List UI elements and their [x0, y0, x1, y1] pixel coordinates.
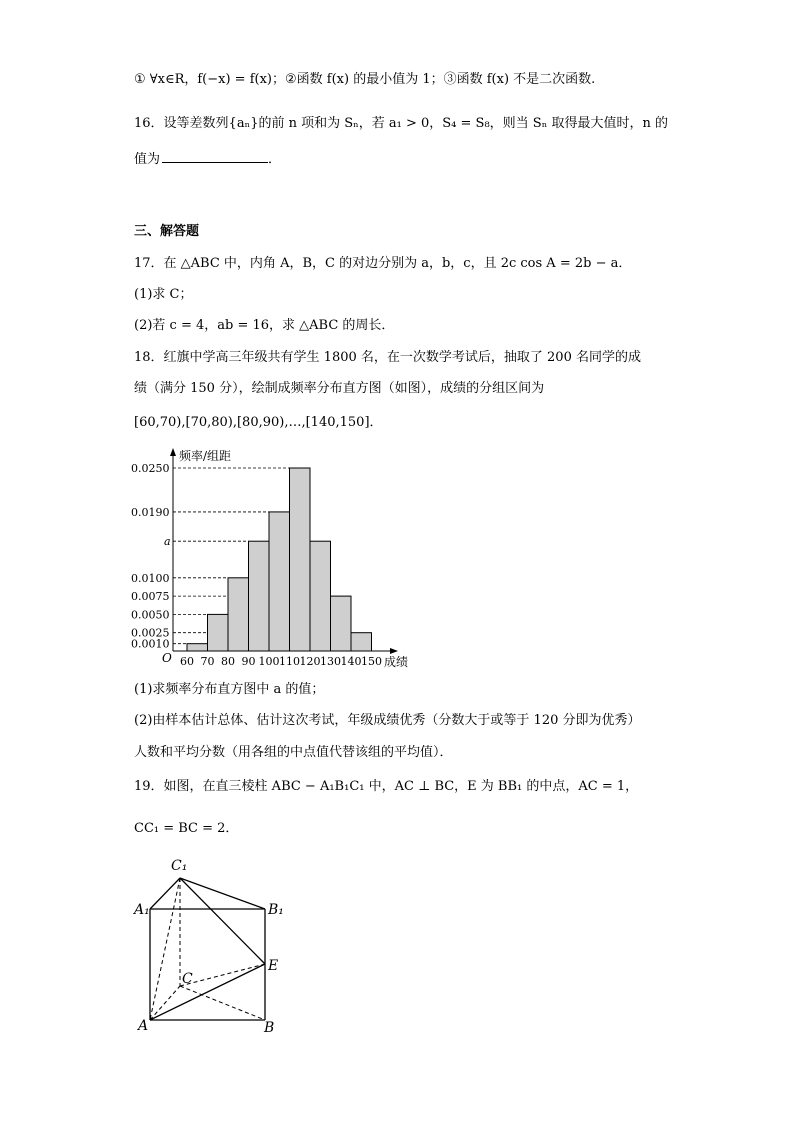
x-axis-arrow — [390, 648, 398, 654]
x-tick-label: 150 — [361, 655, 382, 668]
segment-c1-e — [180, 878, 265, 964]
x-tick-label: 90 — [241, 655, 256, 668]
y-tick-label: 0.0250 — [131, 462, 170, 475]
label-a1: A₁ — [134, 902, 150, 918]
y-axis-arrow — [170, 448, 176, 456]
origin-label: O — [162, 651, 172, 665]
x-tick-label: 70 — [200, 655, 215, 668]
label-b1: B₁ — [268, 902, 284, 918]
histogram-bar — [269, 512, 290, 651]
section-heading: 三、解答题 — [134, 224, 200, 239]
x-axis-label: 成绩 — [384, 655, 409, 669]
x-tick-label: 100 — [258, 655, 280, 668]
x-tick-label: 130 — [320, 655, 341, 668]
label-b: B — [264, 1020, 275, 1036]
question-16-tail-text: 值为 — [134, 152, 161, 167]
y-tick-label: 0.0025 — [131, 626, 170, 640]
histogram-bar — [331, 596, 352, 651]
histogram-bars — [187, 468, 372, 651]
x-tick-label: 60 — [180, 655, 194, 668]
x-tick-label: 110 — [279, 655, 300, 668]
question-19-text2: CC₁ = BC = 2． — [134, 821, 239, 836]
histogram-bar — [249, 541, 270, 651]
y-tick-label: 0.0010 — [131, 637, 170, 651]
histogram-bar — [187, 644, 208, 651]
x-tick-label: 80 — [221, 655, 235, 668]
histogram-bar — [310, 541, 331, 651]
edge-c-b-hidden — [180, 986, 265, 1020]
prism-figure — [130, 850, 300, 1040]
answer-blank — [162, 148, 268, 163]
y-tick-label: 0.0190 — [131, 505, 170, 519]
question-19-text1: 19．如图，在直三棱柱 ABC − A₁B₁C₁ 中，AC ⊥ BC，E 为 BB₁ 的中点，AC = 1， — [134, 779, 639, 794]
label-c: C — [182, 971, 193, 987]
label-a: A — [138, 1018, 149, 1034]
x-tick-label: 120 — [299, 655, 321, 668]
condition-line: ① ∀x∈R，f(−x) = f(x)；②函数 f(x) 的最小值为 1；③函数 f(x) 不是二次函数. — [134, 72, 596, 87]
histogram-bar — [208, 614, 229, 651]
question-16-tail — [134, 148, 281, 170]
question-18-text2: 绩（满分 150 分），绘制成频率分布直方图（如图），成绩的分组区间为 — [134, 381, 545, 396]
question-18-part2a: (2)由样本估计总体、估计这次考试，年级成绩优秀（分数大于或等于 120 分即为优秀） — [134, 713, 641, 728]
segment-a-e — [150, 964, 265, 1020]
question-18-part1: (1)求频率分布直方图中 a 的值； — [134, 682, 325, 697]
question-18-intervals: [60,70),[70,80),[80,90),…,[140,150]． — [134, 415, 383, 430]
histogram-bar — [290, 468, 311, 651]
segment-c1-a-hidden — [150, 878, 180, 1020]
question-16-text: 16．设等差数列{aₙ}的前 n 项和为 Sₙ，若 a₁ > 0，S₄ = S₈，则当 Sₙ 取得最大值时，n 的 — [134, 116, 668, 131]
x-tick-labels — [180, 655, 382, 668]
edge-c1-b1 — [180, 878, 265, 909]
question-17-text: 17．在 △ABC 中，内角 A，B，C 的对边分别为 a，b，c，且 2c cos A = 2b − a． — [134, 256, 632, 271]
edge-a1-c1 — [150, 878, 180, 909]
question-17-part1: (1)求 C； — [134, 287, 193, 302]
question-18-text1: 18．红旗中学高三年级共有学生 1800 名，在一次数学考试后，抽取了 200 名同学的成 — [134, 350, 641, 365]
question-16-tail-end: ． — [268, 152, 282, 167]
y-axis-label: 频率/组距 — [179, 449, 232, 463]
x-tick-label: 140 — [340, 655, 362, 668]
histogram-bar — [351, 633, 372, 651]
label-c1: C₁ — [171, 858, 188, 874]
y-tick-label: a — [164, 535, 171, 549]
label-e: E — [268, 958, 279, 974]
frequency-histogram — [128, 446, 428, 676]
y-tick-labels — [131, 462, 171, 651]
segment-c-e-hidden — [180, 964, 265, 986]
y-tick-label: 0.0075 — [131, 590, 170, 604]
question-18-part2b: 人数和平均分数（用各组的中点值代替该组的平均值）． — [134, 745, 453, 760]
histogram-bar — [228, 578, 249, 651]
y-tick-label: 0.0100 — [131, 571, 170, 585]
question-17-part2: (2)若 c = 4，ab = 16，求 △ABC 的周长． — [134, 318, 395, 333]
y-tick-label: 0.0050 — [131, 608, 170, 622]
edge-a-c-hidden — [150, 986, 180, 1020]
